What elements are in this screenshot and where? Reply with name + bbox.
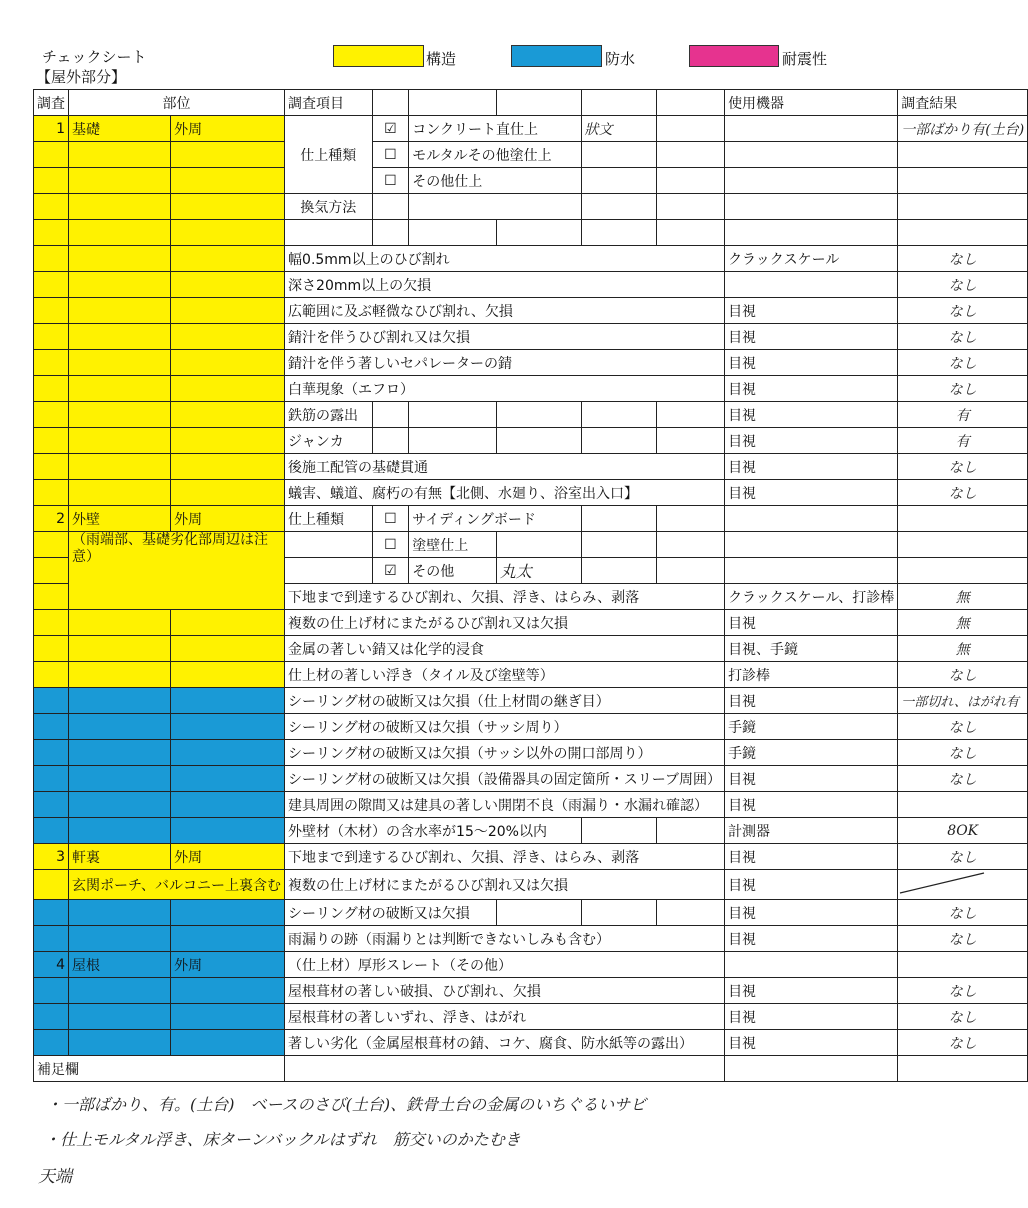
- finish-option-concrete: コンクリート直仕上: [409, 116, 581, 142]
- item-text: 幅0.5mm以上のひび割れ: [285, 246, 725, 272]
- item-text: 屋根葺材の著しい破損、ひび割れ、欠損: [285, 978, 725, 1004]
- equipment-cell: 目視: [725, 1030, 898, 1056]
- table-row: [34, 324, 1028, 350]
- table-row: [34, 506, 1028, 532]
- equipment-cell: 目視: [725, 350, 898, 376]
- result-cell: [898, 792, 1028, 818]
- result-cell: [898, 952, 1028, 978]
- result-cell: なし: [898, 714, 1028, 740]
- table-row: [34, 766, 1028, 792]
- table-row: [34, 740, 1028, 766]
- table-row: [34, 298, 1028, 324]
- table-row: [34, 1004, 1028, 1030]
- result-cell: なし: [898, 246, 1028, 272]
- finish-note-handwritten: 狀文: [581, 116, 656, 142]
- checkbox-other-finish[interactable]: ☐: [372, 168, 409, 194]
- result-cell: 無: [898, 584, 1028, 610]
- result-cell: 無: [898, 636, 1028, 662]
- section-1-name: 基礎: [69, 116, 171, 142]
- table-row: [34, 246, 1028, 272]
- equipment-cell: 目視: [725, 480, 898, 506]
- strike-line: [898, 870, 986, 895]
- table-row: [34, 870, 1028, 900]
- equipment-cell: 計測器: [725, 818, 898, 844]
- wall-option-siding: サイディングボード: [409, 506, 581, 532]
- legend-label-structure: 構造: [426, 50, 457, 68]
- item-text: シーリング材の破断又は欠損（設備器具の固定箇所・スリーブ周囲）: [285, 766, 725, 792]
- item-text: 雨漏りの跡（雨漏りとは判断できないしみも含む）: [285, 926, 725, 952]
- equipment-cell: 目視: [725, 926, 898, 952]
- supplementary-note-line1: ・一部ばかり、有。(土台) ベースのさび(土台)、鉄骨土台の金属のいちぐるいサビ: [46, 1095, 647, 1114]
- equipment-cell: 手鏡: [725, 740, 898, 766]
- item-text: 複数の仕上げ材にまたがるひび割れ又は欠損: [285, 870, 725, 900]
- equipment-cell: 目視: [725, 978, 898, 1004]
- item-text: 錆汁を伴うひび割れ又は欠損: [285, 324, 725, 350]
- supplementary-note-line2: ・仕上モルタル浮き、床ターンバックルはずれ 筋交いのかたむき: [44, 1130, 521, 1149]
- result-cell: なし: [898, 350, 1028, 376]
- table-row: [34, 168, 1028, 194]
- col-part: 部位: [69, 90, 285, 116]
- item-text: 蟻害、蟻道、腐朽の有無【北側、水廻り、浴室出入口】: [285, 480, 725, 506]
- item-text: 下地まで到達するひび割れ、欠損、浮き、はらみ、剥落: [285, 584, 725, 610]
- table-row: [34, 1030, 1028, 1056]
- table-row: [34, 688, 1028, 714]
- result-cell: 有: [898, 402, 1028, 428]
- col-equipment: 使用機器: [725, 90, 898, 116]
- equipment-cell: 目視: [725, 688, 898, 714]
- table-row: [34, 454, 1028, 480]
- item-text: 複数の仕上げ材にまたがるひび割れ又は欠損: [285, 610, 725, 636]
- table-row: [34, 792, 1028, 818]
- col-result: 調査結果: [898, 90, 1028, 116]
- result-cell: なし: [898, 298, 1028, 324]
- equipment-cell: 打診棒: [725, 662, 898, 688]
- table-row: [34, 142, 1028, 168]
- result-cell: 一部切れ、はがれ有: [898, 688, 1028, 714]
- wall-option-plaster: 塗壁仕上: [409, 532, 497, 558]
- result-cell: なし: [898, 978, 1028, 1004]
- item-text: 広範囲に及ぶ軽微なひび割れ、欠損: [285, 298, 725, 324]
- item-text: シーリング材の破断又は欠損（サッシ以外の開口部周り）: [285, 740, 725, 766]
- section-4-number: 4: [34, 952, 69, 978]
- checkbox-plaster[interactable]: ☐: [372, 532, 409, 558]
- result-handwritten-top: 一部ばかり有(土台): [898, 116, 1028, 142]
- section-2-name: 外壁: [69, 506, 171, 532]
- ventilation-label: 換気方法: [285, 194, 373, 220]
- item-text: シーリング材の破断又は欠損（仕上材間の継ぎ目）: [285, 688, 725, 714]
- item-text: 屋根葺材の著しいずれ、浮き、はがれ: [285, 1004, 725, 1030]
- item-text: 外壁材（木材）の含水率が15～20%以内: [285, 818, 582, 844]
- equipment-cell: 目視: [725, 324, 898, 350]
- finish-option-other: その他仕上: [409, 168, 581, 194]
- table-row: [34, 402, 1028, 428]
- legend-swatch-structure: [333, 45, 424, 67]
- legend-swatch-waterproof: [511, 45, 602, 67]
- section-4-area: 外周: [171, 952, 285, 978]
- table-row: [34, 978, 1028, 1004]
- result-cell: なし: [898, 376, 1028, 402]
- result-cell-struck: [898, 870, 1028, 900]
- table-row: [34, 350, 1028, 376]
- table-row: [34, 480, 1028, 506]
- item-text: 錆汁を伴う著しいセパレーターの錆: [285, 350, 725, 376]
- equipment-cell: 目視: [725, 454, 898, 480]
- section-1-number: 1: [34, 116, 69, 142]
- result-cell: なし: [898, 324, 1028, 350]
- sheet-subtitle: 【屋外部分】: [36, 68, 127, 86]
- table-row: [34, 952, 1028, 978]
- result-cell: なし: [898, 740, 1028, 766]
- equipment-cell: 目視、手鏡: [725, 636, 898, 662]
- checkbox-wall-other[interactable]: ☑: [372, 558, 409, 584]
- table-row: [34, 116, 1028, 142]
- supplementary-label: 補足欄: [34, 1056, 285, 1082]
- section-3-note: 玄関ポーチ、バルコニー上裏含む: [69, 870, 285, 900]
- equipment-cell: 目視: [725, 900, 898, 926]
- equipment-cell: 目視: [725, 298, 898, 324]
- equipment-cell: [725, 272, 898, 298]
- equipment-cell: 目視: [725, 792, 898, 818]
- col-item: 調査項目: [285, 90, 373, 116]
- section-3-number: 3: [34, 844, 69, 870]
- wall-other-note: 丸太: [496, 558, 581, 584]
- checkbox-mortar[interactable]: ☐: [372, 142, 409, 168]
- table-row: [34, 900, 1028, 926]
- item-text: 著しい劣化（金属屋根葺材の錆、コケ、腐食、防水紙等の露出）: [285, 1030, 725, 1056]
- sheet-title: チェックシート: [42, 48, 147, 66]
- item-text: シーリング材の破断又は欠損（サッシ周り）: [285, 714, 725, 740]
- result-cell: なし: [898, 480, 1028, 506]
- table-row: [34, 376, 1028, 402]
- item-text: 建具周囲の隙間又は建具の著しい開閉不良（雨漏り・水漏れ確認）: [285, 792, 725, 818]
- table-row: [34, 662, 1028, 688]
- section-3-area: 外周: [171, 844, 285, 870]
- item-text: 白華現象（エフロ）: [285, 376, 725, 402]
- supplementary-note-line3: 天端: [38, 1167, 72, 1187]
- item-text: （仕上材）厚形スレート（その他）: [285, 952, 725, 978]
- section-3-name: 軒裏: [69, 844, 171, 870]
- result-cell: なし: [898, 926, 1028, 952]
- item-text: 後施工配管の基礎貫通: [285, 454, 725, 480]
- item-text: 鉄筋の露出: [285, 402, 373, 428]
- section-2-number: 2: [34, 506, 69, 532]
- result-cell: なし: [898, 454, 1028, 480]
- item-text: 深さ20mm以上の欠損: [285, 272, 725, 298]
- item-text: 下地まで到達するひび割れ、欠損、浮き、はらみ、剥落: [285, 844, 725, 870]
- wall-option-other: その他: [409, 558, 497, 584]
- result-cell: なし: [898, 662, 1028, 688]
- section-2-area: 外周: [171, 506, 285, 532]
- legend-label-seismic: 耐震性: [782, 50, 828, 68]
- finish-label: 仕上種類: [285, 116, 373, 194]
- table-row: [34, 272, 1028, 298]
- item-text: シーリング材の破断又は欠損: [285, 900, 497, 926]
- table-row: [34, 926, 1028, 952]
- col-survey: 調査: [34, 90, 69, 116]
- table-row: [34, 714, 1028, 740]
- supplementary-row: [34, 1056, 1028, 1082]
- table-row: [34, 636, 1028, 662]
- item-text: ジャンカ: [285, 428, 373, 454]
- legend-swatch-seismic: [689, 45, 779, 67]
- result-cell: 無: [898, 610, 1028, 636]
- table-row: [34, 220, 1028, 246]
- table-row: [34, 428, 1028, 454]
- equipment-cell: 目視: [725, 610, 898, 636]
- table-row: [34, 532, 1028, 558]
- table-row: [34, 610, 1028, 636]
- equipment-cell: クラックスケール: [725, 246, 898, 272]
- section-4-name: 屋根: [69, 952, 171, 978]
- equipment-cell: 目視: [725, 1004, 898, 1030]
- checkbox-concrete[interactable]: ☑: [372, 116, 409, 142]
- equipment-cell: 目視: [725, 402, 898, 428]
- wall-finish-label: 仕上種類: [285, 506, 373, 532]
- section-1-area: 外周: [171, 116, 285, 142]
- inspection-table: [33, 89, 1028, 1082]
- equipment-cell: 目視: [725, 428, 898, 454]
- equipment-cell: 目視: [725, 844, 898, 870]
- result-cell: なし: [898, 766, 1028, 792]
- equipment-cell: 目視: [725, 870, 898, 900]
- equipment-cell: クラックスケール、打診棒: [725, 584, 898, 610]
- result-cell: なし: [898, 900, 1028, 926]
- result-cell: なし: [898, 272, 1028, 298]
- section-2-note: （雨端部、基礎劣化部周辺は注意）: [69, 532, 285, 610]
- equipment-cell: 手鏡: [725, 714, 898, 740]
- finish-option-mortar: モルタルその他塗仕上: [409, 142, 581, 168]
- table-row: [34, 844, 1028, 870]
- table-row: [34, 818, 1028, 844]
- checkbox-siding[interactable]: ☐: [372, 506, 409, 532]
- item-text: 仕上材の著しい浮き（タイル及び塗壁等）: [285, 662, 725, 688]
- legend-label-waterproof: 防水: [605, 50, 636, 68]
- equipment-cell: 目視: [725, 376, 898, 402]
- table-header-row: [34, 90, 1028, 116]
- equipment-cell: [725, 952, 898, 978]
- result-cell: なし: [898, 1030, 1028, 1056]
- result-cell: なし: [898, 844, 1028, 870]
- item-text: 金属の著しい錆又は化学的浸食: [285, 636, 725, 662]
- result-cell: なし: [898, 1004, 1028, 1030]
- result-cell: 8OK: [898, 818, 1028, 844]
- equipment-cell: 目視: [725, 766, 898, 792]
- table-row: [34, 194, 1028, 220]
- result-cell: 有: [898, 428, 1028, 454]
